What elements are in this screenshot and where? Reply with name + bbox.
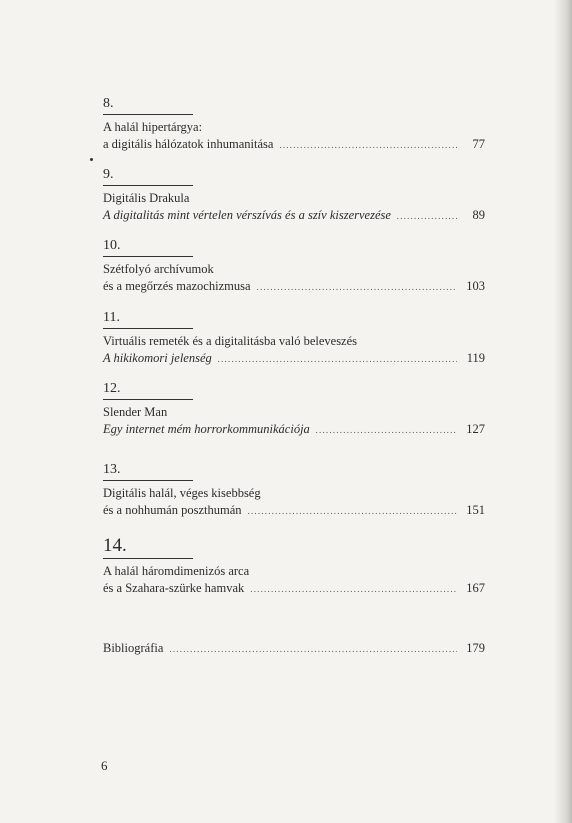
page-ref: 103 [466,279,485,293]
chapter-number: 12. [103,381,121,396]
chapter-subtitle-text: A digitalitás mint vértelen vérszívás és a szív kiszervezése [103,208,391,222]
leader-dots [279,137,457,154]
chapter-title-line: Digitális halál, véges kisebbség [103,486,261,500]
leader-dots [397,208,457,225]
page-ref: 179 [466,641,485,655]
chapter-rule [103,480,193,481]
chapter-title-line: Virtuális remeték és a digitalitásba való beleveszés [103,334,358,348]
chapter-title-line: A halál hipertárgya: [103,120,203,134]
toc-entry-14[interactable] [103,536,485,597]
chapter-title-text: a digitális hálózatok inhumanitása [103,137,274,151]
bibliography-title: Bibliográfia [103,641,164,655]
chapter-rule [103,399,193,400]
chapter-title-line: A halál háromdimenizós arca [103,564,250,578]
toc-entry-13[interactable] [103,462,485,519]
page-number: 6 [101,758,108,773]
leader-dots [218,351,457,368]
chapter-subtitle-line [103,421,485,438]
bibliography-line [103,640,485,657]
page-ref: 167 [466,581,485,595]
leader-dots [257,279,457,296]
chapter-number: 8. [103,96,114,111]
toc-entry-bibliography[interactable] [103,640,485,657]
toc-entry-12[interactable] [103,381,485,438]
chapter-number: 13. [103,462,121,477]
chapter-rule [103,256,193,257]
leader-dots [169,641,457,658]
chapter-rule [103,328,193,329]
toc-entry-11[interactable] [103,310,485,367]
chapter-subtitle-line [103,350,485,367]
chapter-subtitle-text: Egy internet mém horrorkommunikációja [103,422,310,436]
page-ref: 151 [466,503,485,517]
stray-dot-mark [90,158,93,161]
chapter-subtitle-text: A hikikomori jelenség [103,351,212,365]
chapter-title-last-line [103,136,485,153]
chapter-subtitle-line [103,207,485,224]
toc-entry-9[interactable] [103,167,485,224]
chapter-title-text: és a megőrzés mazochizmusa [103,279,251,293]
chapter-title-line: Digitális Drakula [103,191,190,205]
chapter-number: 14. [103,535,127,556]
page-ref: 119 [466,351,485,365]
chapter-rule [103,114,193,115]
page-ref: 127 [466,422,485,436]
chapter-title-text: és a Szahara-szürke hamvak [103,581,245,595]
chapter-title-last-line [103,278,485,295]
chapter-title-text: és a nohhumán poszthumán [103,503,242,517]
chapter-title-line: Szétfolyó archívumok [103,262,214,276]
leader-dots [250,581,457,598]
leader-dots [316,422,457,439]
page-edge-shadow [554,0,572,823]
chapter-title-last-line [103,502,485,519]
chapter-number: 10. [103,238,121,253]
toc-entry-8[interactable] [103,96,485,153]
page-ref: 89 [472,208,485,222]
toc-entry-10[interactable] [103,238,485,295]
chapter-title-line: Slender Man [103,405,168,419]
chapter-rule [103,558,193,559]
chapter-number: 9. [103,167,114,182]
leader-dots [248,503,457,520]
chapter-title-last-line [103,580,485,597]
chapter-number: 11. [103,310,120,325]
chapter-rule [103,185,193,186]
page-ref: 77 [472,137,485,151]
